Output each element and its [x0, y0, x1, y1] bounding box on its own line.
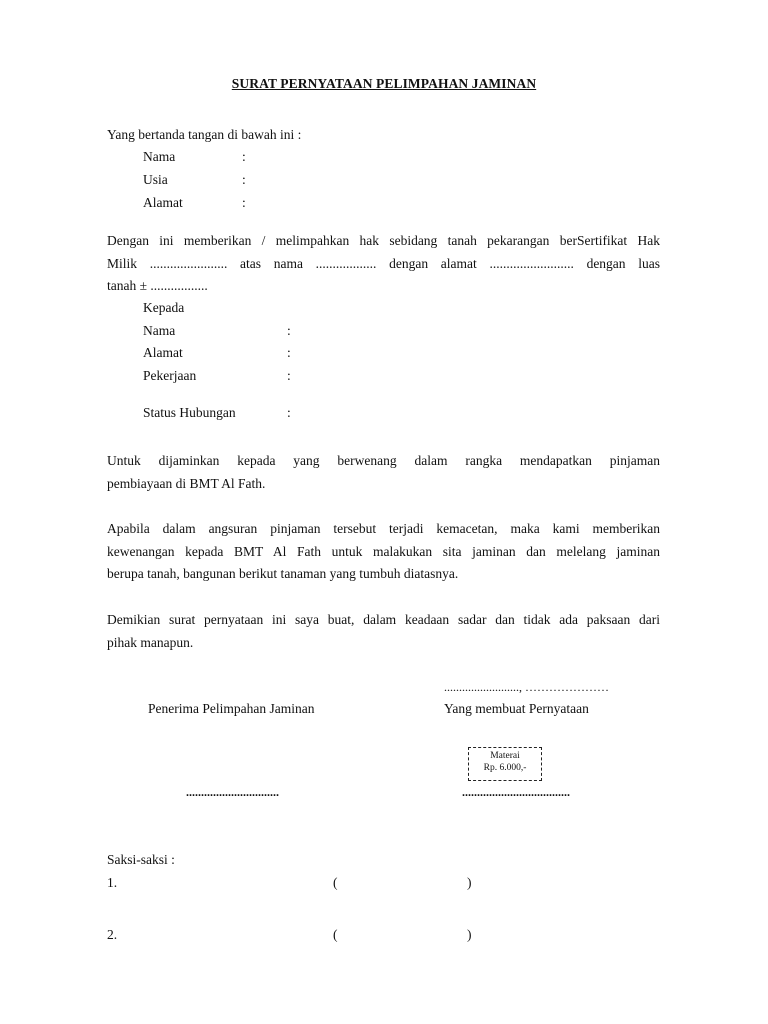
purpose-line-1: Untuk dijaminkan kepada yang berwenang dalam rangka mendapatkan pinjaman [107, 453, 660, 468]
right-signatory-title: Yang membuat Pernyataan [444, 701, 589, 716]
default-clause-paragraph [107, 518, 660, 586]
recipient-occupation-colon: : [287, 368, 291, 383]
recipient-relation-colon: : [287, 405, 291, 420]
place-date-line: ........................., ………………… [444, 680, 609, 694]
recipient-address-label: Alamat [143, 345, 183, 360]
witness-2-open-paren: ( [333, 927, 338, 942]
document-title: SURAT PERNYATAAN PELIMPAHAN JAMINAN [231, 76, 537, 91]
stamp-amount: Rp. 6.000,- [483, 763, 527, 773]
grantor-address-colon: : [242, 195, 246, 210]
left-signature-line: ............................... [186, 785, 279, 799]
witness-2-number: 2. [107, 927, 118, 942]
recipient-relation-label: Status Hubungan [143, 405, 236, 420]
closing-line-2: pihak manapun. [107, 634, 194, 650]
right-signature-line: .................................... [462, 785, 570, 799]
recipient-heading: Kepada [143, 300, 185, 315]
stamp-duty-box [468, 747, 542, 781]
transfer-line-1: Dengan ini memberikan / melimpahkan hak sebidang tanah pekarangan berSertifikat Hak [107, 233, 660, 248]
recipient-name-colon: : [287, 323, 291, 338]
purpose-paragraph [107, 450, 660, 495]
witness-1-close-paren: ) [467, 875, 472, 890]
purpose-line-2: pembiayaan di BMT Al Fath. [107, 475, 266, 491]
witnesses-heading: Saksi-saksi : [107, 852, 175, 867]
closing-line-1: Demikian surat pernyataan ini saya buat, dalam keadaan sadar dan tidak ada paksaan dari [107, 612, 660, 627]
recipient-address-colon: : [287, 345, 291, 360]
grantor-address-label: Alamat [143, 195, 183, 210]
transfer-line-2: Milik ....................... atas nama .................. dengan alamat ......................... dengan luas [107, 255, 660, 271]
recipient-name-label: Nama [143, 323, 176, 338]
left-signatory-title: Penerima Pelimpahan Jaminan [148, 701, 315, 716]
intro-text: Yang bertanda tangan di bawah ini : [107, 127, 302, 142]
recipient-occupation-label: Pekerjaan [143, 368, 197, 383]
witness-1-open-paren: ( [333, 875, 338, 890]
grantor-name-label: Nama [143, 149, 176, 164]
default-clause-line-3: berupa tanah, bangunan berikut tanaman yang tumbuh diatasnya. [107, 566, 459, 581]
witness-1-number: 1. [107, 875, 118, 890]
grantor-age-colon: : [242, 172, 246, 187]
default-clause-line-1: Apabila dalam angsuran pinjaman tersebut terjadi kemacetan, maka kami memberikan [107, 521, 660, 536]
stamp-label: Materai [490, 751, 520, 761]
witness-2-close-paren: ) [467, 927, 472, 942]
grantor-age-label: Usia [143, 172, 168, 187]
closing-paragraph [107, 609, 660, 654]
transfer-line-3: tanah ± ................. [107, 278, 208, 293]
grantor-name-colon: : [242, 149, 246, 164]
transfer-paragraph [107, 230, 660, 298]
default-clause-line-2: kewenangan kepada BMT Al Fath untuk malakukan sita jaminan dan melelang jaminan [107, 543, 660, 559]
